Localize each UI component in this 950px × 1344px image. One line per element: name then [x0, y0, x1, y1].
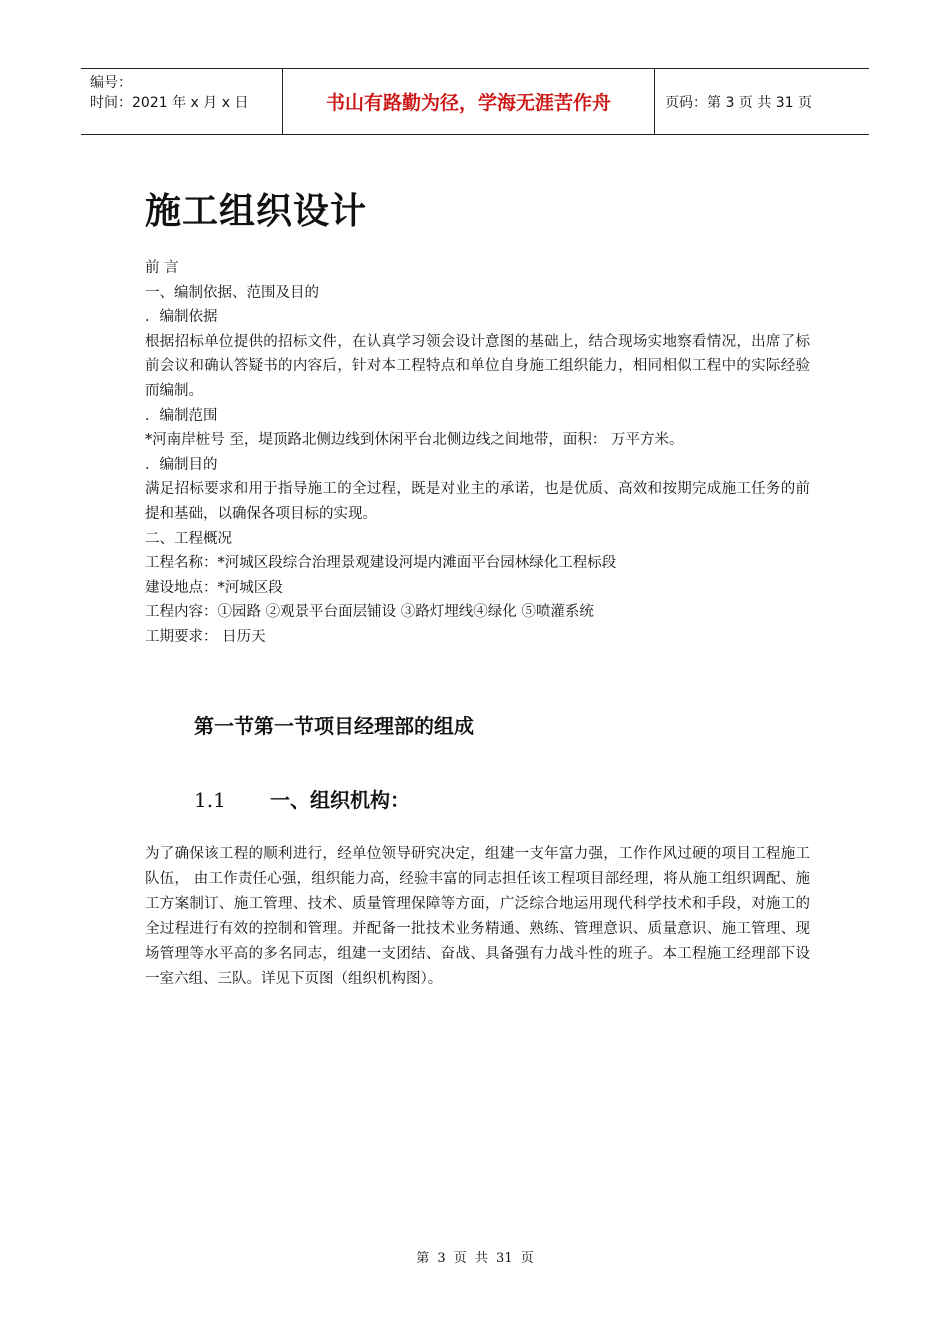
intro-line: 一、编制依据、范围及目的 [145, 284, 319, 301]
number-label: 编号： [90, 75, 132, 91]
intro-line: *河南岸桩号 至，堤顶路北侧边线到休闲平台北侧边线之间地带，面积： 万平方米。 [145, 432, 684, 449]
header-page-info: 页码：第 3 页 共 31 页 [665, 94, 812, 111]
intro-section [145, 256, 810, 650]
intro-line: 二、工程概况 [145, 530, 232, 547]
intro-line: 工程内容：①园路 ②观景平台面层铺设 ③路灯埋线④绿化 ⑤喷灌系统 [145, 604, 594, 621]
header-meta-cell [81, 69, 282, 134]
intro-paragraph: 满足招标要求和用于指导施工的全过程，既是对业主的承诺，也是优质、高效和按期完成施工任务的前提和基础，以确保各项目标的实现。 [145, 481, 810, 522]
header-motto: 书山有路勤为径，学海无涯苦作舟 [282, 69, 655, 134]
sub-heading [194, 784, 410, 813]
intro-line: ．编制范围 [145, 407, 218, 424]
document-title: 施工组织设计 [145, 191, 368, 232]
section-heading: 第一节第一节项目经理部的组成 [194, 714, 474, 738]
intro-line: 工程名称：*河城区段综合治理景观建设河堤内滩面平台园林绿化工程标段 [145, 555, 617, 572]
header-table [81, 68, 869, 135]
intro-line: ．编制目的 [145, 456, 218, 473]
intro-line: ．编制依据 [145, 309, 218, 326]
page-footer: 第 3 页 共 31 页 [416, 1251, 534, 1266]
intro-paragraph: 根据招标单位提供的招标文件，在认真学习领会设计意图的基础上，结合现场实地察看情况，出席了标前会议和确认答疑书的内容后，针对本工程特点和单位自身施工组织能力，相同相似工程中的实际经验而编制。 [145, 333, 810, 399]
intro-line: 建设地点：*河城区段 [145, 579, 283, 596]
sub-heading-number: 1.1 [194, 788, 226, 812]
organization-paragraph: 为了确保该工程的顺利进行，经单位领导研究决定，组建一支年富力强，工作作风过硬的项目工程施工队伍， 由工作责任心强，组织能力高，经验丰富的同志担任该工程项目部经理，将从施工组织调配、施工方案制订、施工管理、技术、质量管理保障等方面，广泛综合地运用现代科学技术和手段，对施工的全过程进行有效的控制和管理。并配备一批技术业务精通、熟练、管理意识、质量意识、施工管理、现场管理等水平高的多名同志，组建一支团结、奋战、具备强有力战斗性的班子。本工程施工经理部下设一室六组、三队。详见下页图（组织机构图）。 [145, 846, 810, 987]
intro-line: 前 言 [145, 260, 179, 276]
sub-heading-text: 一、组织机构： [270, 788, 410, 812]
intro-line: 工期要求： 日历天 [145, 628, 266, 645]
time-label: 时间：2021 年 x 月 x 日 [90, 95, 249, 111]
